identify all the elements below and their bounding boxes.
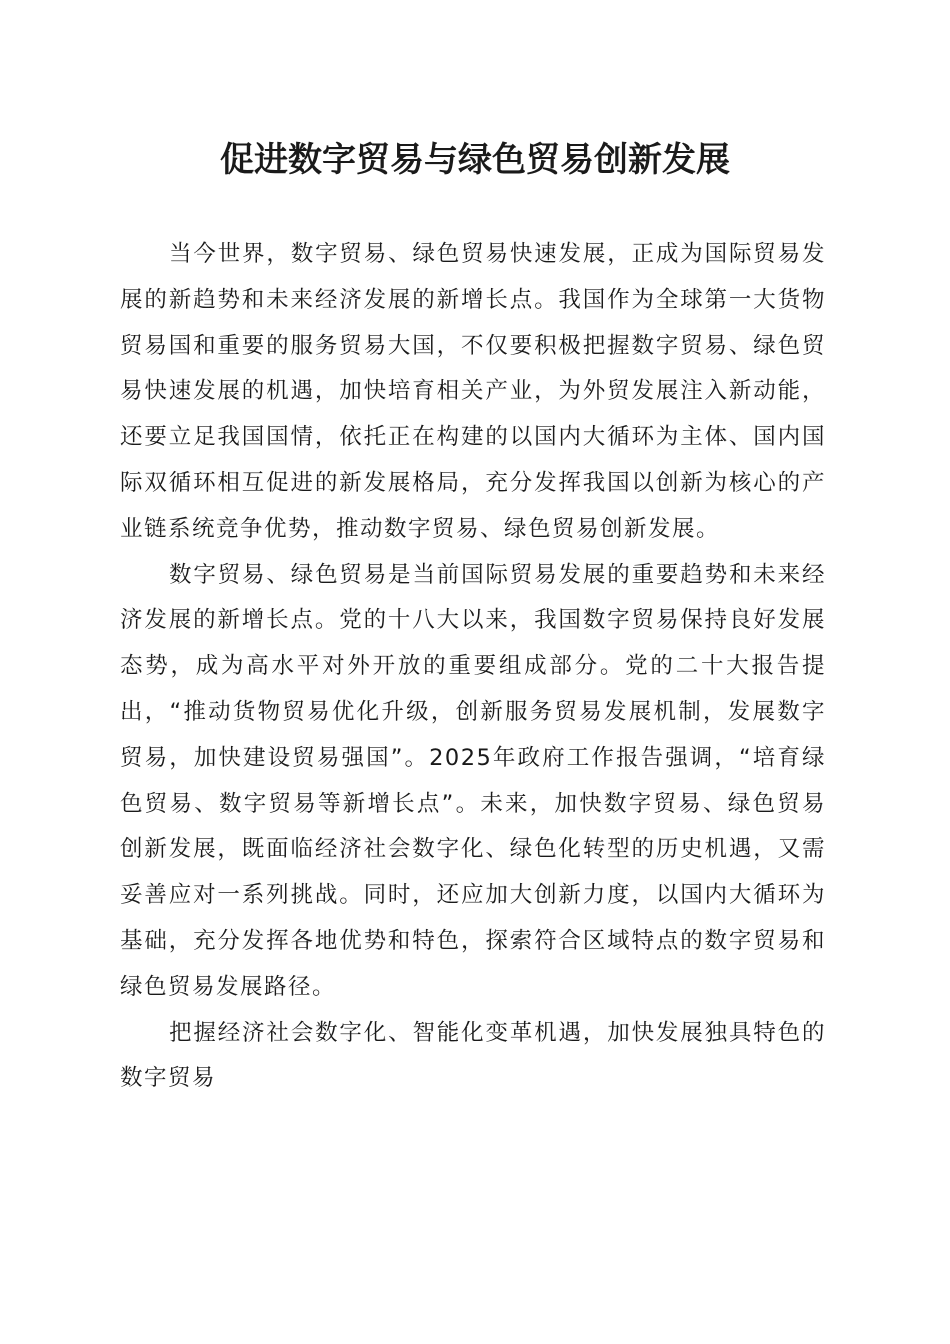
document-title: 促进数字贸易与绿色贸易创新发展	[220, 140, 730, 180]
paragraph-2: 数字贸易、绿色贸易是当前国际贸易发展的重要趋势和未来经济发展的新增长点。党的十八大以来，我国数字贸易保持良好发展态势，成为高水平对外开放的重要组成部分。党的二十大报告提出，“推动货物贸易优化升级，创新服务贸易发展机制，发展数字贸易，加快建设贸易强国”。2025年政府工作报告强调，“培育绿色贸易、数字贸易等新增长点”。未来，加快数字贸易、绿色贸易创新发展，既面临经济社会数字化、绿色化转型的历史机遇，又需妥善应对一系列挑战。同时，还应加大创新力度，以国内大循环为基础，充分发挥各地优势和特色，探索符合区域特点的数字贸易和绿色贸易发展路径。	[120, 561, 826, 1000]
paragraph-1: 当今世界，数字贸易、绿色贸易快速发展，正成为国际贸易发展的新趋势和未来经济发展的新增长点。我国作为全球第一大货物贸易国和重要的服务贸易大国，不仅要积极把握数字贸易、绿色贸易快速发展的机遇，加快培育相关产业，为外贸发展注入新动能，还要立足我国国情，依托正在构建的以国内大循环为主体、国内国际双循环相互促进的新发展格局，充分发挥我国以创新为核心的产业链系统竞争优势，推动数字贸易、绿色贸易创新发展。	[120, 241, 826, 542]
section-heading: 把握经济社会数字化、智能化变革机遇，加快发展独具特色的数字贸易	[120, 1019, 826, 1092]
document-body	[120, 232, 826, 1102]
